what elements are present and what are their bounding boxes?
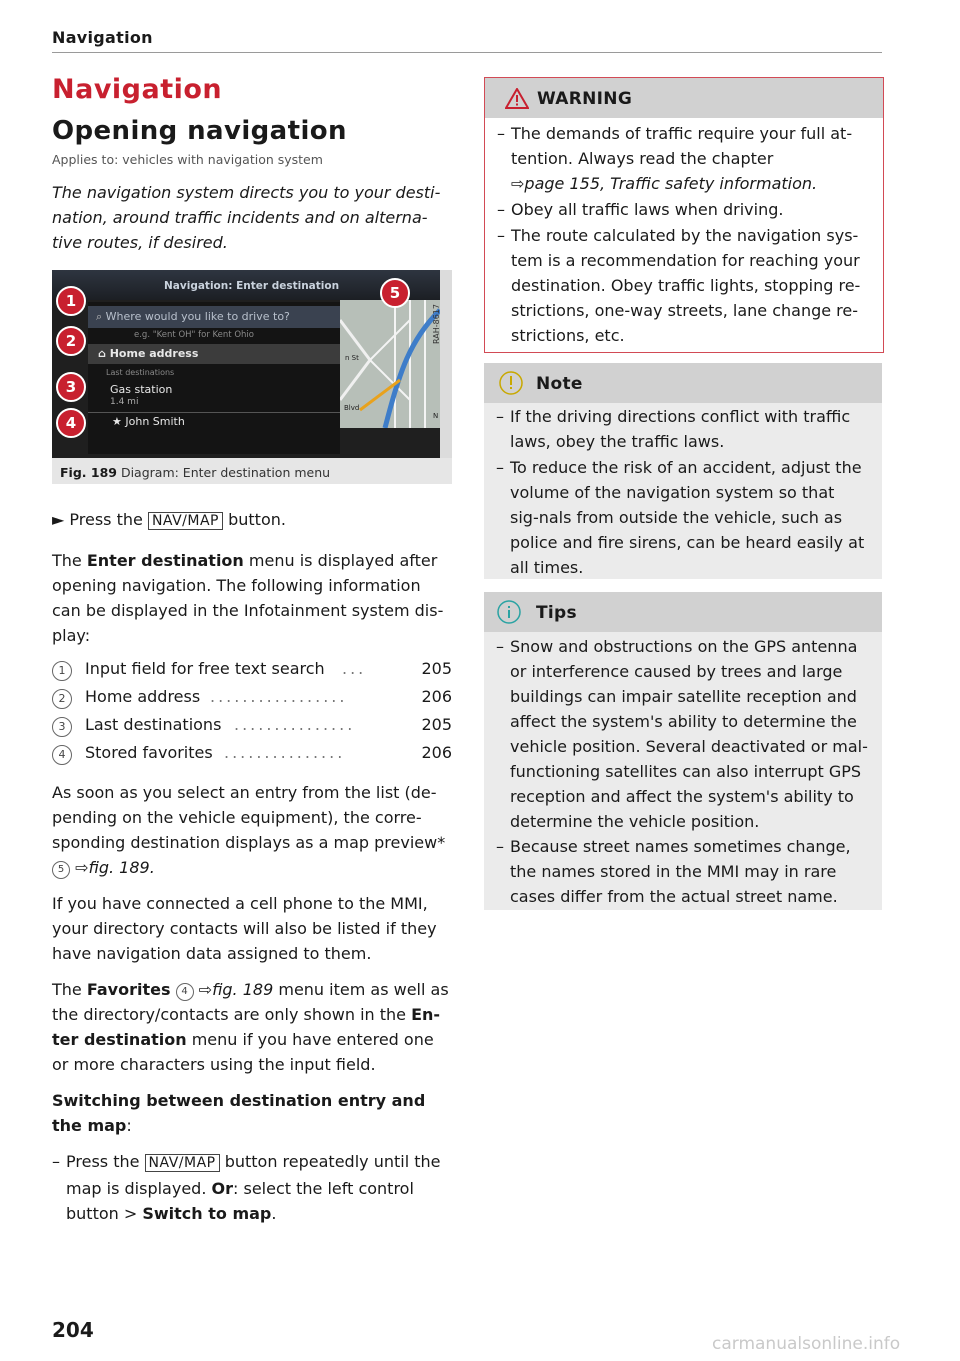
- gas-station-row: Gas station: [110, 383, 173, 396]
- note-box: [484, 363, 882, 579]
- index-item: 1 Input field for free text search ... 205: [52, 659, 452, 687]
- callout-4: 4: [56, 408, 86, 438]
- running-header: Navigation: [52, 28, 153, 47]
- nav-map-key: NAV/MAP: [148, 512, 223, 530]
- index-item: 4 Stored favorites ............... 206: [52, 743, 452, 771]
- mmi-screen-diagram: [52, 270, 452, 458]
- callout-2: 2: [56, 326, 86, 356]
- nav-map-key: NAV/MAP: [145, 1154, 220, 1172]
- map-label-n: N: [433, 412, 439, 420]
- gas-distance: 1.4 mi: [110, 397, 139, 407]
- note-item: – If the driving directions conflict with traffic laws, obey the traffic laws.: [496, 407, 851, 451]
- switch-step: – Press the NAV/MAP button repeatedly until the map is displayed. Or: select the left control button > Switch to map.: [52, 1152, 441, 1223]
- page-number: 204: [52, 1318, 94, 1342]
- favorites-paragraph: The Favorites 4 ⇨fig. 189 menu item as well as the directory/contacts are only shown in the En-ter destination menu if you have entered one or more characters using the input field.: [52, 980, 449, 1074]
- tips-header: Tips: [484, 592, 882, 632]
- enter-destination-paragraph: The Enter destination menu is displayed after opening navigation. The following information can be displayed in the Infotainment system dis-play:: [52, 551, 444, 645]
- applies-to-note: Applies to: vehicles with navigation system: [52, 152, 323, 167]
- arrow-icon: ►: [52, 510, 65, 529]
- note-item: – To reduce the risk of an accident, adjust the volume of the navigation system so that sig-nals from outside the vehicle, such as police and fire sirens, can be heard easily at all times.: [496, 458, 865, 577]
- warning-box: [484, 77, 884, 353]
- note-header: Note: [484, 363, 882, 403]
- callout-1: 1: [56, 286, 86, 316]
- home-icon: ⌂: [98, 347, 106, 360]
- ref-arrow-icon: ⇨: [75, 858, 89, 877]
- map-label-st: n St: [345, 354, 359, 362]
- warning-icon: [505, 88, 529, 109]
- select-entry-paragraph: As soon as you select an entry from the list (de-pending on the vehicle equipment), the corre-sponding destination displays as a map preview* 5 ⇨fig. 189.: [52, 783, 446, 877]
- callout-3: 3: [56, 372, 86, 402]
- screen-title: Navigation: Enter destination: [164, 280, 340, 292]
- search-icon: ⌕: [96, 310, 103, 323]
- intro-paragraph: The navigation system directs you to your desti- nation, around traffic incidents and on alterna- tive routes, if desired.: [52, 183, 441, 252]
- map-preview: [340, 300, 440, 428]
- info-icon: [496, 599, 522, 625]
- cell-phone-paragraph: If you have connected a cell phone to the MMI, your directory contacts will also be listed if they have navigation data assigned to them.: [52, 894, 437, 963]
- tips-item: – Because street names sometimes change, the names stored in the MMI may in rare cases differ from the actual street name.: [496, 837, 851, 906]
- last-destinations-header: Last destinations: [106, 368, 175, 377]
- watermark: carmanualsonline.info: [712, 1334, 901, 1354]
- search-field: ⌕ Where would you like to drive to?: [96, 310, 290, 323]
- figure-code: RAH-8617: [432, 304, 441, 344]
- step-press-nav: ► Press the NAV/MAP button.: [52, 510, 286, 529]
- index-item: 2 Home address ................. 206: [52, 687, 452, 715]
- search-example: e.g. "Kent OH" for Kent Ohio: [134, 330, 254, 340]
- callout-5: 5: [380, 278, 410, 308]
- switch-heading: Switching between destination entry and the map:: [52, 1091, 426, 1135]
- header-rule: [52, 52, 882, 53]
- map-label-blvd: Blvd: [344, 404, 360, 412]
- warning-header: WARNING: [485, 78, 883, 118]
- warning-item: – The demands of traffic require your full at-tention. Always read the chapter ⇨page 155, Traffic safety information.: [497, 124, 853, 193]
- section-title: Opening navigation: [52, 116, 347, 146]
- warning-item: – The route calculated by the navigation sys-tem is a recommendation for reaching your destination. Obey traffic lights, stopping re-strictions, one-way streets, lane change re-strictions, etc.: [497, 226, 861, 345]
- tips-box: [484, 592, 882, 910]
- home-row: ⌂ Home address: [98, 347, 199, 360]
- page-title: Navigation: [52, 74, 223, 105]
- favorite-row: ★ John Smith: [112, 415, 185, 428]
- index-item: 3 Last destinations ............... 205: [52, 715, 452, 743]
- ref-arrow-icon: ⇨: [511, 174, 525, 193]
- ref-arrow-icon: ⇨: [198, 980, 213, 999]
- exclamation-icon: [498, 370, 524, 396]
- figure-caption: Fig. 189 Diagram: Enter destination menu: [60, 465, 331, 480]
- tips-item: – Snow and obstructions on the GPS antenna or interference caused by trees and large buildings can impair satellite reception and affect the system's ability to determine the vehicle position. Several deactivated or mal-functioning satellites can also interrupt GPS reception and affect the system's ability to determine the vehicle position.: [496, 637, 868, 831]
- star-icon: ★: [112, 415, 122, 428]
- warning-item: – Obey all traffic laws when driving.: [497, 200, 784, 219]
